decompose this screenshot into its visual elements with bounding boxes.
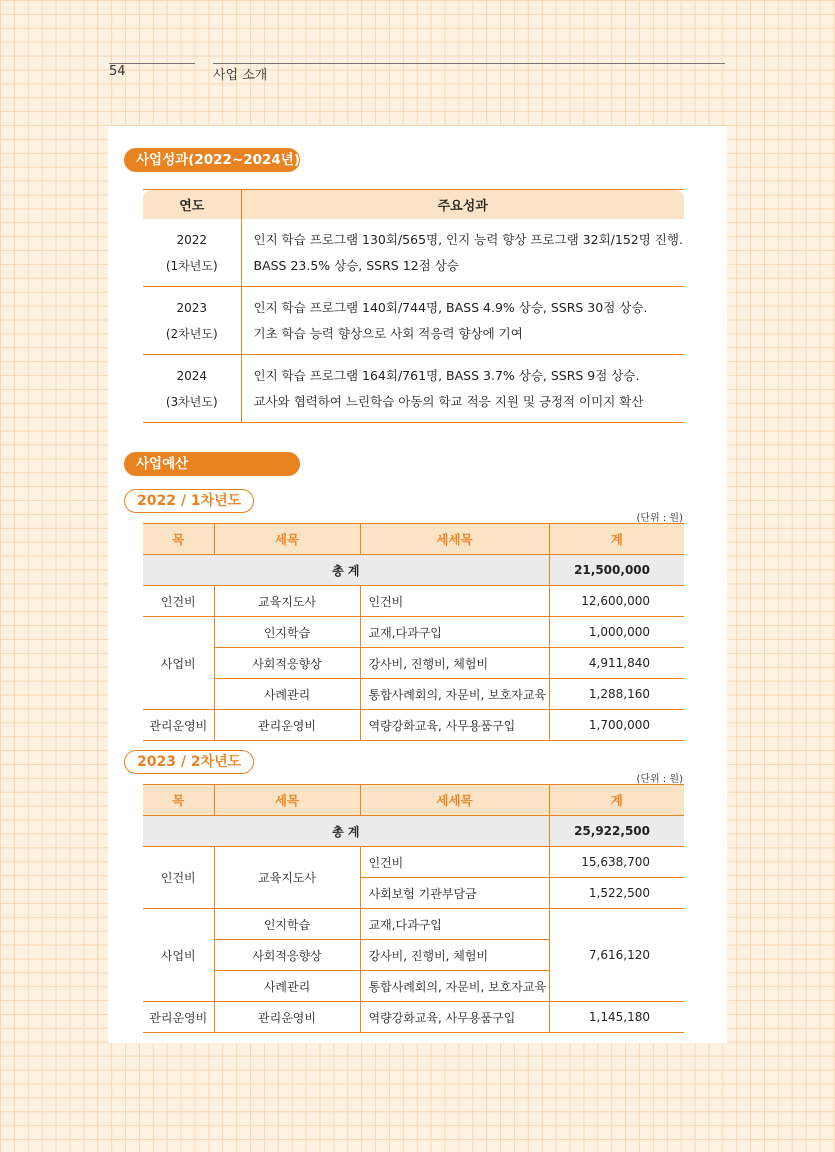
item: 역량강화교육, 사무용품구입	[360, 1002, 549, 1033]
phase: (2차년도)	[165, 326, 218, 341]
year-label-2022: 2022 / 1차년도	[124, 489, 254, 513]
total-row	[143, 816, 684, 847]
category: 사업비	[143, 909, 214, 1002]
table-row	[143, 679, 684, 710]
table-row	[143, 847, 684, 878]
amount: 1,145,180	[549, 1002, 684, 1033]
total-label: 총 계	[143, 816, 549, 847]
table-row	[143, 1002, 684, 1033]
amount: 7,616,120	[549, 909, 684, 1002]
amount: 12,600,000	[549, 586, 684, 617]
category: 관리운영비	[143, 1002, 214, 1033]
header-rule-right	[213, 63, 725, 64]
subcategory: 사례관리	[214, 971, 360, 1002]
achievements-heading: 사업성과(2022~2024년)	[124, 148, 300, 172]
subcategory: 사회적응향상	[214, 648, 360, 679]
item: 역량강화교육, 사무용품구입	[360, 710, 549, 741]
amount: 1,700,000	[549, 710, 684, 741]
amount: 1,000,000	[549, 617, 684, 648]
column-header: 세목	[214, 524, 360, 555]
content-panel	[108, 126, 727, 1043]
subcategory: 사회적응향상	[214, 940, 360, 971]
amount: 1,288,160	[549, 679, 684, 710]
category: 인건비	[143, 586, 214, 617]
subcategory: 인지학습	[214, 909, 360, 940]
subcategory: 관리운영비	[214, 1002, 360, 1033]
table-row	[143, 909, 684, 940]
table-row	[143, 710, 684, 741]
result-line: BASS 23.5% 상승, SSRS 12점 상승	[253, 257, 459, 273]
unit-note: (단위 : 원)	[636, 774, 683, 785]
result-line: 인지 학습 프로그램 164회/761명, BASS 3.7% 상승, SSRS 9점 상승.	[253, 367, 640, 383]
column-header: 세세목	[360, 524, 549, 555]
subcategory: 교육지도사	[214, 586, 360, 617]
year-label-2023: 2023 / 2차년도	[124, 750, 254, 774]
page-number: 54	[109, 64, 126, 79]
budget-table-2022	[143, 523, 684, 741]
budget-heading: 사업예산	[124, 452, 300, 476]
column-header: 계	[549, 785, 684, 816]
item: 통합사례회의, 자문비, 보호자교육	[360, 971, 549, 1002]
amount: 15,638,700	[549, 847, 684, 878]
year: 2024	[176, 368, 208, 383]
total-row	[143, 555, 684, 586]
total-label: 총 계	[143, 555, 549, 586]
item: 강사비, 진행비, 체험비	[360, 648, 549, 679]
subcategory: 교육지도사	[214, 847, 360, 909]
item: 강사비, 진행비, 체험비	[360, 940, 549, 971]
total-amount: 21,500,000	[549, 555, 684, 586]
table-row	[143, 287, 684, 355]
year: 2022	[176, 232, 208, 247]
table-row	[143, 617, 684, 648]
unit-note: (단위 : 원)	[636, 513, 683, 524]
achievements-table	[143, 189, 684, 423]
item: 교재,다과구입	[360, 617, 549, 648]
budget-table-2023	[143, 784, 684, 1033]
column-header: 세세목	[360, 785, 549, 816]
subcategory: 관리운영비	[214, 710, 360, 741]
column-header: 세목	[214, 785, 360, 816]
table-row	[143, 355, 684, 423]
item: 사회보험 기관부담금	[360, 878, 549, 909]
phase: (1차년도)	[165, 258, 218, 273]
category: 사업비	[143, 617, 214, 710]
year: 2023	[176, 300, 208, 315]
table-row	[143, 586, 684, 617]
item: 인건비	[360, 586, 549, 617]
subcategory: 인지학습	[214, 617, 360, 648]
result-line: 교사와 협력하여 느린학습 아동의 학교 적응 지원 및 긍정적 이미지 확산	[253, 393, 644, 409]
item: 통합사례회의, 자문비, 보호자교육	[360, 679, 549, 710]
phase: (3차년도)	[165, 394, 218, 409]
subcategory: 사례관리	[214, 679, 360, 710]
column-header-results: 주요성과	[241, 190, 684, 220]
column-header: 계	[549, 524, 684, 555]
column-header-year: 연도	[143, 190, 241, 220]
result-line: 인지 학습 프로그램 140회/744명, BASS 4.9% 상승, SSRS 30점 상승.	[253, 299, 648, 315]
amount: 1,522,500	[549, 878, 684, 909]
result-line: 기초 학습 능력 향상으로 사회 적응력 향상에 기여	[253, 325, 523, 341]
table-row	[143, 648, 684, 679]
category: 관리운영비	[143, 710, 214, 741]
item: 교재,다과구입	[360, 909, 549, 940]
result-line: 인지 학습 프로그램 130회/565명, 인지 능력 향상 프로그램 32회/152명 진행.	[253, 231, 683, 247]
column-header: 목	[143, 524, 214, 555]
table-row	[143, 219, 684, 287]
section-title: 사업 소개	[213, 68, 268, 83]
category: 인건비	[143, 847, 214, 909]
item: 인건비	[360, 847, 549, 878]
column-header: 목	[143, 785, 214, 816]
total-amount: 25,922,500	[549, 816, 684, 847]
amount: 4,911,840	[549, 648, 684, 679]
